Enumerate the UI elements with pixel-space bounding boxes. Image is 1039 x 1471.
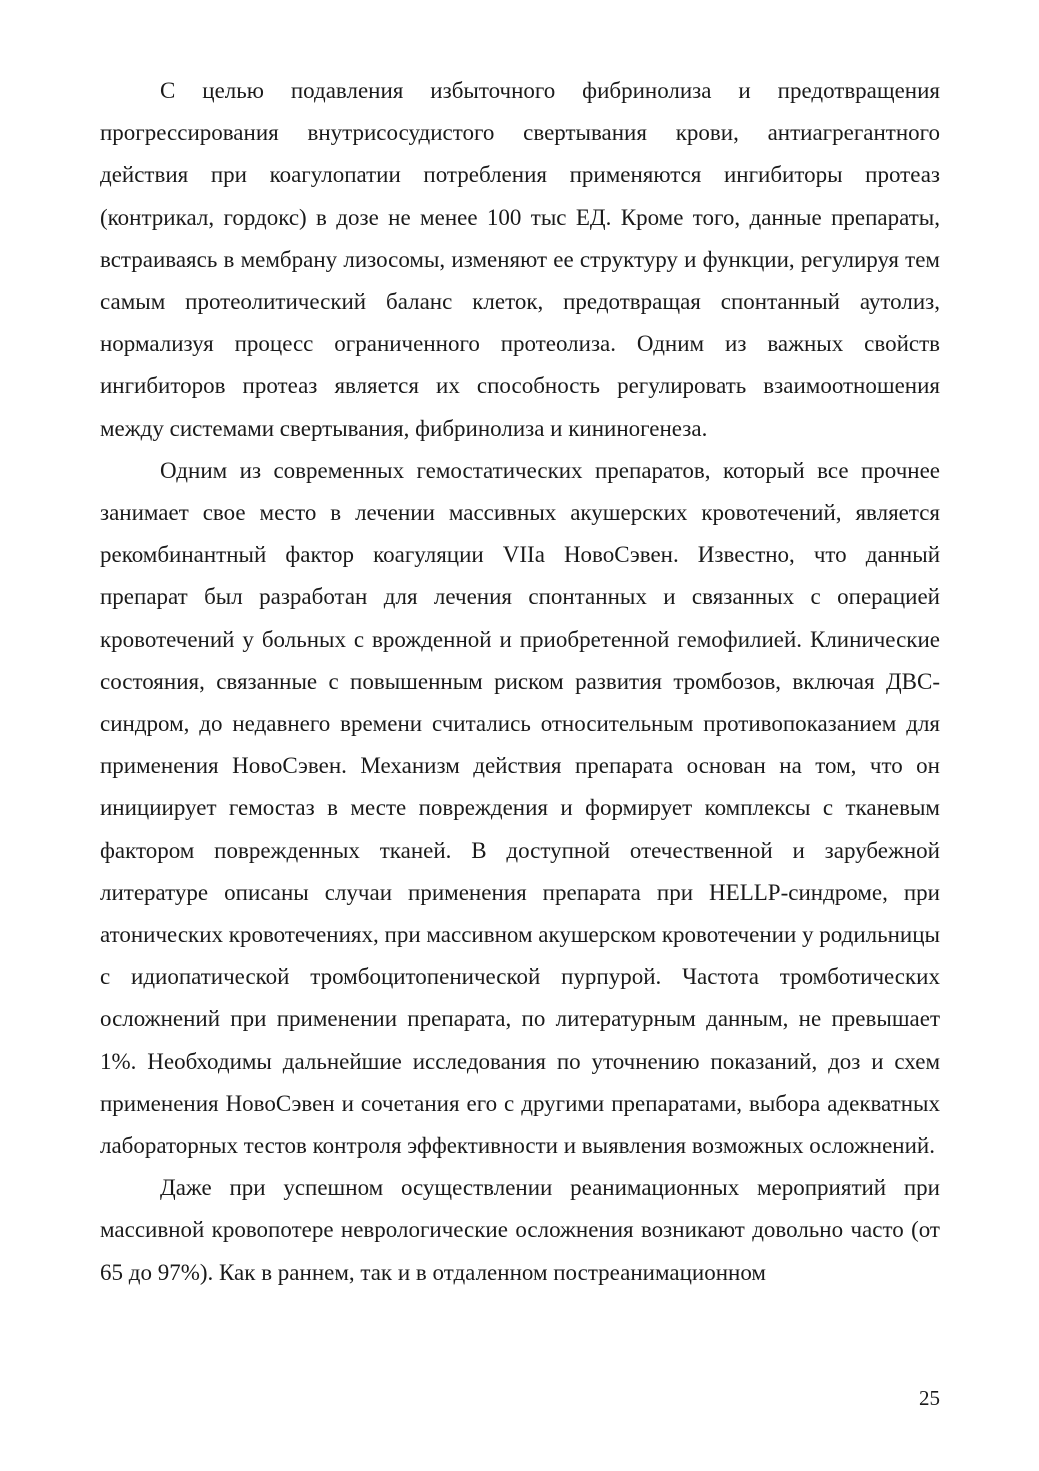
page-number: 25 [919,1386,940,1410]
body-text [100,70,940,1294]
paragraph-neurological-complications: Даже при успешном осуществлении реанимационных мероприятий при массивной кровопотере неврологические осложнения возникают довольно часто (от 65 до 97%). Как в раннем, так и в отдаленном постреанимационном [100,1175,940,1285]
paragraph-novoseven: Одним из современных гемостатических препаратов, который все прочнее занимает свое место в лечении массивных акушерских кровотечений, является рекомбинантный фактор коагуляции VIIa НовоСэвен. Известно, что данный препарат был разработан для лечения спонтанных и связанных с операцией кровотечений у больных с врожденной и приобретенной гемофилией. Клинические состояния, связанные с повышенным риском развития тромбозов, включая ДВС-синдром, до недавнего времени считались относительным противопоказанием для применения НовоСэвен. Механизм действия препарата основан на том, что он инициирует гемостаз в месте повреждения и формирует комплексы с тканевым фактором поврежденных тканей. В доступной отечественной и зарубежной литературе описаны случаи применения препарата при HELLP-синдроме, при атонических кровотечениях, при массивном акушерском кровотечении у родильницы с идиопатической тромбоцитопенической пурпурой. Частота тромботических осложнений при применении препарата, по литературным данным, не превышает 1%. Необходимы дальнейшие исследования по уточнению показаний, доз и схем применения НовоСэвен и сочетания его с другими препаратами, выбора адекватных лабораторных тестов контроля эффективности и выявления возможных осложнений. [100,457,940,1159]
paragraph-protease-inhibitors: С целью подавления избыточного фибринолиза и предотвращения прогрессирования внутрисосудистого свертывания крови, антиагрегантного действия при коагулопатии потребления применяются ингибиторы протеаз (контрикал, гордокс) в дозе не менее 100 тыс ЕД. Кроме того, данные препараты, встраиваясь в мембрану лизосомы, изменяют ее структуру и функции, регулируя тем самым протеолитический баланс клеток, предотвращая спонтанный аутолиз, нормализуя процесс ограниченного протеолиза. Одним из важных свойств ингибиторов протеаз является их способность регулировать взаимоотношения между системами свертывания, фибринолиза и кининогенеза. [100,78,940,441]
